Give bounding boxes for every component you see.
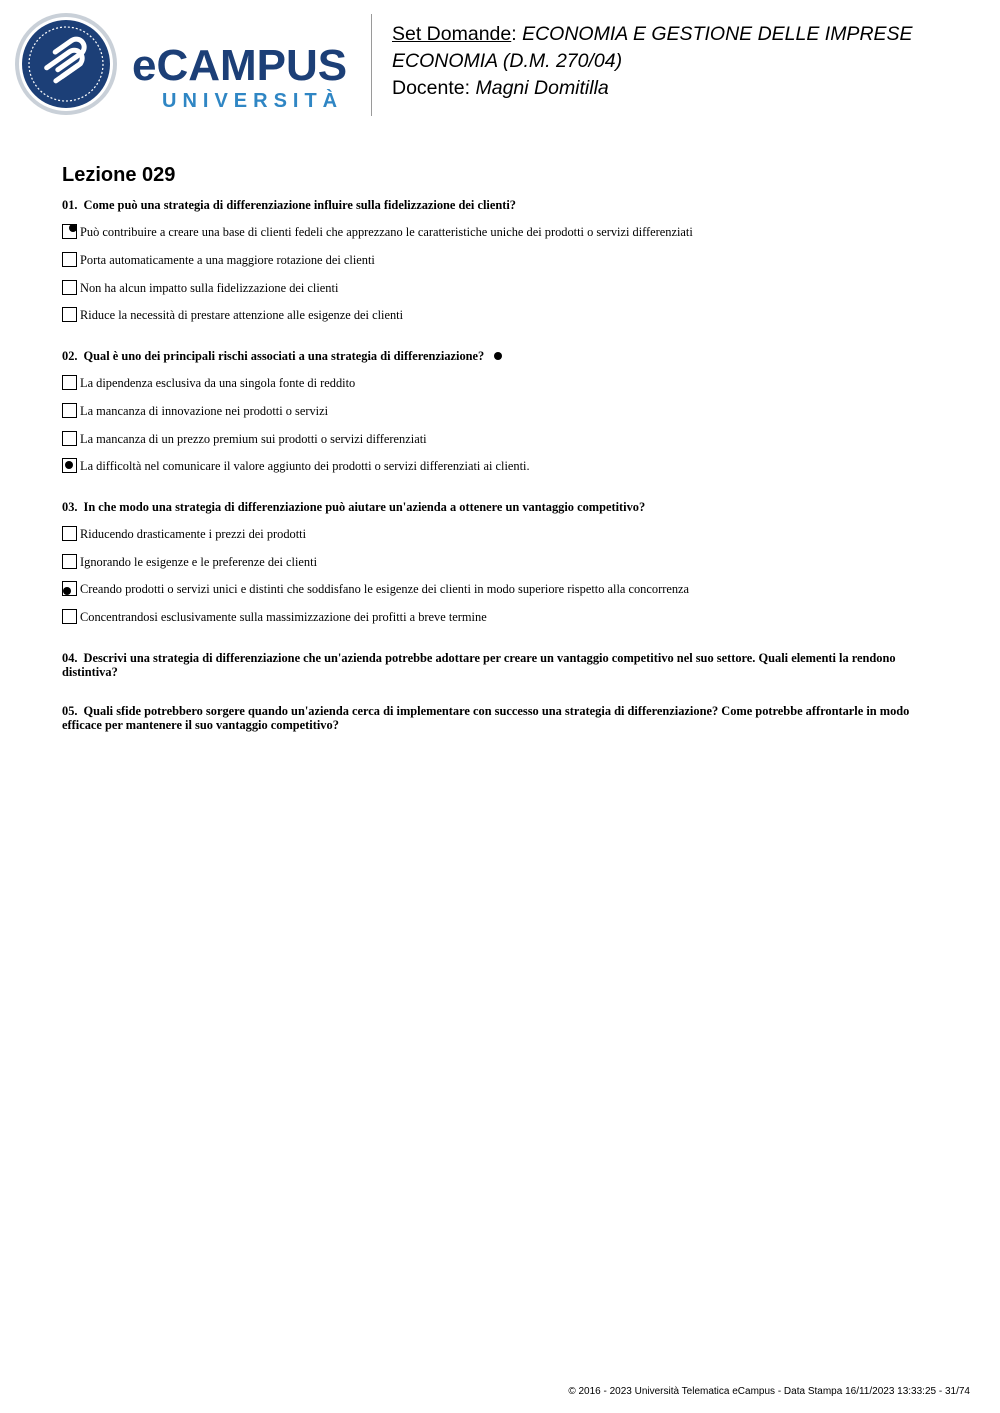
question-number: 03. (62, 500, 78, 514)
header-divider (371, 14, 372, 116)
page-footer: © 2016 - 2023 Università Telematica eCampus - Data Stampa 16/11/2023 13:33:25 - 31/74 (568, 1386, 970, 1397)
answer-text: Creando prodotti o servizi unici e distinti che soddisfano le esigenze dei clienti in modo superiore rispetto alla concorrenza (80, 582, 690, 596)
course-line-2 (392, 48, 982, 75)
question-number: 05. (62, 704, 78, 718)
question-03 (62, 500, 942, 514)
answer-text: La mancanza di innovazione nei prodotti o servizi (80, 404, 329, 418)
answer-text: Porta automaticamente a una maggiore rotazione dei clienti (80, 253, 375, 267)
question-04 (62, 651, 942, 679)
answer-checkbox[interactable] (62, 554, 77, 569)
answer-text: Riducendo drasticamente i prezzi dei prodotti (80, 527, 307, 541)
marked-answer-dot-icon (65, 461, 73, 469)
question-number: 04. (62, 651, 78, 665)
course-name-line-1: ECONOMIA E GESTIONE DELLE IMPRESE (522, 23, 913, 45)
answer-text: La dipendenza esclusiva da una singola fonte di reddito (80, 376, 356, 390)
question-number: 02. (62, 349, 78, 363)
answer-text: Riduce la necessità di prestare attenzione alle esigenze dei clienti (80, 308, 404, 322)
question-text: Descrivi una strategia di differenziazione che un'azienda potrebbe adottare per creare un vantaggio competitivo nel suo settore. Quali elementi la rendono distintiva? (62, 651, 896, 679)
answer-text: Ignorando le esigenze e le preferenze dei clienti (80, 555, 318, 569)
lesson-title: Lezione 029 (62, 164, 176, 186)
answer-checkbox[interactable] (62, 458, 77, 473)
answer-text: Può contribuire a creare una base di clienti fedeli che apprezzano le caratteristiche uniche dei prodotti o servizi differenziati (80, 225, 693, 239)
ecampus-logo (14, 12, 359, 116)
question-text: Qual è uno dei principali rischi associati a una strategia di differenziazione? (83, 349, 485, 363)
answer-text: La mancanza di un prezzo premium sui prodotti o servizi differenziati (80, 432, 427, 446)
answer-checkbox[interactable] (62, 609, 77, 624)
question-01 (62, 198, 942, 212)
university-seal-icon (14, 12, 118, 116)
logo-subtitle: UNIVERSITÀ (162, 90, 344, 112)
answer-text: Non ha alcun impatto sulla fidelizzazione dei clienti (80, 281, 339, 295)
marked-answer-dot-icon (69, 224, 77, 232)
set-separator: : (511, 23, 517, 45)
header-info (392, 21, 982, 102)
answer-text: La difficoltà nel comunicare il valore aggiunto dei prodotti o servizi differenziati ai clienti. (80, 459, 530, 473)
logo-wordmark: eCAMPUS (132, 41, 348, 90)
question-05 (62, 704, 942, 732)
question-text: Quali sfide potrebbero sorgere quando un'azienda cerca di implementare con successo una strategia di differenziazione? Come potrebbe affrontarle in modo efficace per mantenere il suo vantaggio competitivo? (62, 704, 910, 732)
question-02 (62, 349, 942, 363)
teacher-line (392, 75, 982, 102)
question-text: In che modo una strategia di differenziazione può aiutare un'azienda a ottenere un vantaggio competitivo? (83, 500, 646, 514)
answer-checkbox[interactable] (62, 280, 77, 295)
page-header (0, 0, 1000, 130)
teacher-label: Docente: (392, 77, 471, 99)
answer-text: Concentrandosi esclusivamente sulla massimizzazione dei profitti a breve termine (80, 610, 487, 624)
marked-answer-dot-icon (63, 587, 71, 595)
question-text: Come può una strategia di differenziazione influire sulla fidelizzazione dei clienti? (83, 198, 516, 212)
answer-checkbox[interactable] (62, 526, 77, 541)
course-line-1 (392, 21, 982, 48)
answer-checkbox[interactable] (62, 403, 77, 418)
answer-checkbox[interactable] (62, 581, 77, 596)
course-name-line-2: ECONOMIA (D.M. 270/04) (392, 50, 623, 72)
answer-checkbox[interactable] (62, 224, 77, 239)
answer-checkbox[interactable] (62, 307, 77, 322)
question-number: 01. (62, 198, 78, 212)
answer-checkbox[interactable] (62, 375, 77, 390)
answer-checkbox[interactable] (62, 252, 77, 267)
teacher-name: Magni Domitilla (475, 77, 609, 99)
set-label: Set Domande (392, 23, 512, 45)
bullet-dot-icon (494, 352, 502, 360)
answer-checkbox[interactable] (62, 431, 77, 446)
